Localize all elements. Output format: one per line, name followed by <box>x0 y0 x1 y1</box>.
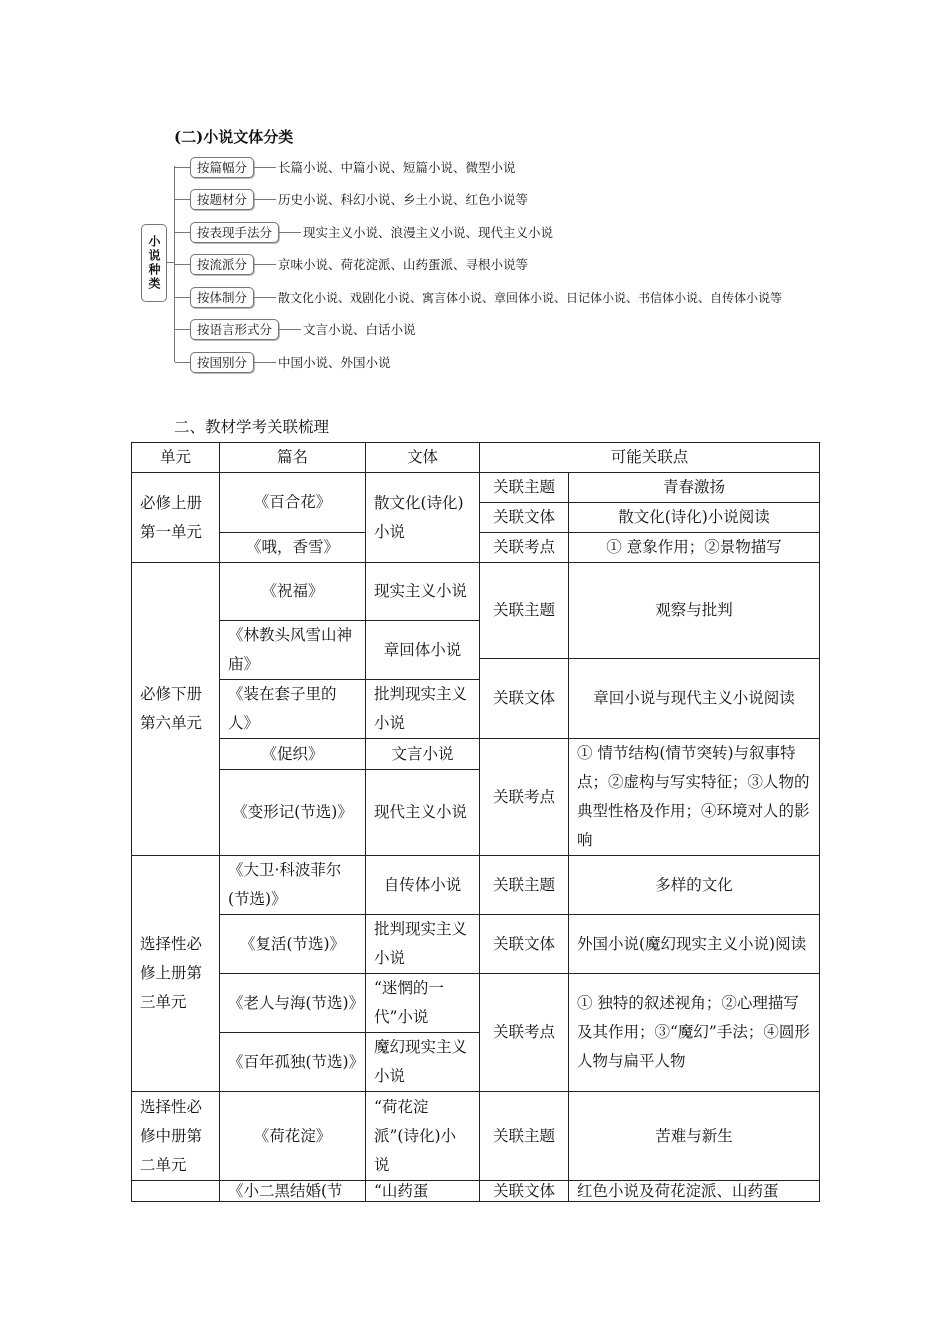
key-cell: 关联文体 <box>480 503 569 533</box>
branch-text: 历史小说、科幻小说、乡土小说、红色小说等 <box>278 192 529 207</box>
genre-cell: 批判现实主义小说 <box>366 680 480 739</box>
value-cell: ① 意象作用；②景物描写 <box>569 533 820 563</box>
value-cell: 多样的文化 <box>569 856 820 915</box>
key-cell: 关联考点 <box>480 974 569 1092</box>
branch-label: 按题材分 <box>190 189 254 210</box>
key-cell: 关联主题 <box>480 856 569 915</box>
key-cell: 关联主题 <box>480 1092 569 1181</box>
value-cell: 外国小说(魔幻现实主义小说)阅读 <box>569 915 820 974</box>
branch-text: 中国小说、外国小说 <box>278 355 391 370</box>
header-cell: 单元 <box>132 443 220 473</box>
genre-cell: 批判现实主义小说 <box>366 915 480 974</box>
title-cell: 《小二黑结婚(节 <box>220 1181 366 1202</box>
header-cell: 篇名 <box>220 443 366 473</box>
key-cell: 关联考点 <box>480 533 569 563</box>
unit-cell: 选择性必修上册第三单元 <box>132 856 220 1092</box>
genre-cell: 现代主义小说 <box>366 770 480 856</box>
title-cell: 《林教头风雪山神庙》 <box>220 621 366 680</box>
header-cell: 可能关联点 <box>480 443 820 473</box>
tree-branch <box>175 287 782 307</box>
unit-cell: 选择性必修中册第二单元 <box>132 1092 220 1181</box>
tree-branch <box>175 222 553 242</box>
genre-cell: 魔幻现实主义小说 <box>366 1033 480 1092</box>
genre-cell: “山药蛋 <box>366 1181 480 1202</box>
branch-label: 按语言形式分 <box>190 319 279 340</box>
key-cell: 关联主题 <box>480 473 569 503</box>
unit-cell: 必修上册第一单元 <box>132 473 220 563</box>
branch-label: 按流派分 <box>190 254 254 275</box>
tree-branch <box>175 189 528 209</box>
branch-text: 京味小说、荷花淀派、山药蛋派、寻根小说等 <box>278 257 529 272</box>
branch-label: 按国别分 <box>190 352 254 373</box>
tree-root <box>141 224 167 302</box>
branch-text: 散文化小说、戏剧化小说、寓言体小说、章回体小说、日记体小说、书信体小说、自传体小说等 <box>278 290 783 305</box>
title-cell: 《复活(节选)》 <box>220 915 366 974</box>
key-cell: 关联考点 <box>480 739 569 856</box>
tree-branch <box>175 319 416 339</box>
branch-text: 现实主义小说、浪漫主义小说、现代主义小说 <box>303 225 554 240</box>
value-cell: 红色小说及荷花淀派、山药蛋 <box>569 1181 820 1202</box>
title-cell: 《荷花淀》 <box>220 1092 366 1181</box>
value-cell: 散文化(诗化)小说阅读 <box>569 503 820 533</box>
value-cell: ① 独特的叙述视角；②心理描写及其作用；③“魔幻”手法；④圆形人物与扁平人物 <box>569 974 820 1092</box>
unit-cell: 必修下册第六单元 <box>132 563 220 856</box>
branch-label: 按体制分 <box>190 287 254 308</box>
title-cell: 《变形记(节选)》 <box>220 770 366 856</box>
association-table <box>131 442 820 1202</box>
key-cell: 关联文体 <box>480 659 569 739</box>
genre-cell: 现实主义小说 <box>366 563 480 621</box>
branch-label: 按表现手法分 <box>190 222 279 243</box>
title-cell: 《百合花》 <box>220 473 366 533</box>
genre-cell: “迷惘的一代”小说 <box>366 974 480 1033</box>
title-cell: 《哦，香雪》 <box>220 533 366 563</box>
key-cell: 关联文体 <box>480 1181 569 1202</box>
branch-text: 长篇小说、中篇小说、短篇小说、微型小说 <box>278 160 516 175</box>
value-cell: 观察与批判 <box>569 563 820 659</box>
value-cell: 青春激扬 <box>569 473 820 503</box>
tree-branch <box>175 352 391 372</box>
title-cell: 《装在套子里的人》 <box>220 680 366 739</box>
tree-branch <box>175 254 528 274</box>
title-cell: 《老人与海(节选)》 <box>220 974 366 1033</box>
title-cell: 《大卫·科波菲尔(节选)》 <box>220 856 366 915</box>
genre-cell: 章回体小说 <box>366 621 480 680</box>
title-cell: 《促织》 <box>220 739 366 770</box>
genre-cell: 文言小说 <box>366 739 480 770</box>
section-title: (二)小说文体分类 <box>174 128 294 146</box>
classification-tree <box>0 0 950 400</box>
tree-root-label: 小说种类 <box>147 235 161 291</box>
value-cell: ① 情节结构(情节突转)与叙事特点；②虚构与写实特征；③人物的典型性格及作用；④环境对人的影响 <box>569 739 820 856</box>
key-cell: 关联主题 <box>480 563 569 659</box>
table-header-row <box>132 443 820 473</box>
genre-cell: 散文化(诗化)小说 <box>366 473 480 563</box>
table-title: 二、教材学考关联梳理 <box>174 418 330 436</box>
value-cell: 章回小说与现代主义小说阅读 <box>569 659 820 739</box>
key-cell: 关联文体 <box>480 915 569 974</box>
genre-cell: 自传体小说 <box>366 856 480 915</box>
unit-cell <box>132 1181 220 1202</box>
genre-cell: “荷花淀派”(诗化)小说 <box>366 1092 480 1181</box>
tree-branch <box>175 157 516 177</box>
title-cell: 《祝福》 <box>220 563 366 621</box>
header-cell: 文体 <box>366 443 480 473</box>
title-cell: 《百年孤独(节选)》 <box>220 1033 366 1092</box>
branch-text: 文言小说、白话小说 <box>303 322 416 337</box>
value-cell: 苦难与新生 <box>569 1092 820 1181</box>
branch-label: 按篇幅分 <box>190 157 254 178</box>
